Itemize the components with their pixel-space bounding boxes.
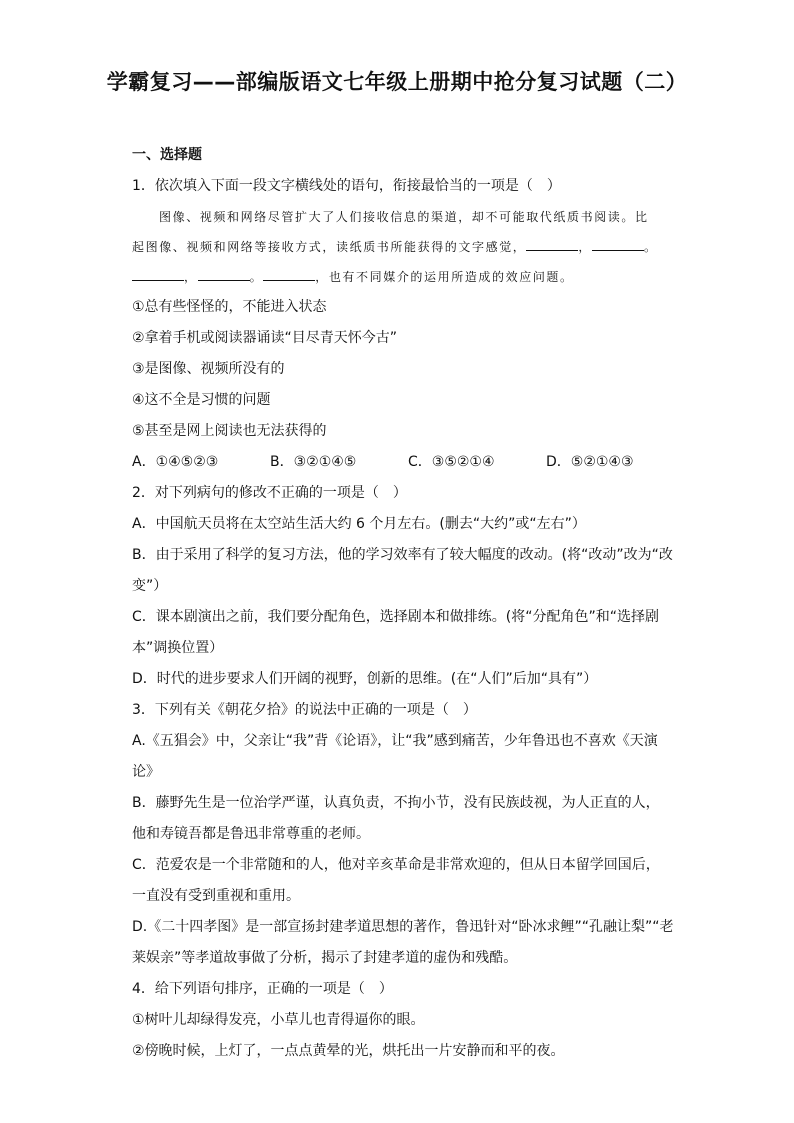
q3-option-c-line1[interactable]: C．范爱农是一个非常随和的人，他对辛亥革命是非常欢迎的，但从日本留学回国后， [132, 857, 660, 873]
passage-sep: 。 [644, 240, 658, 254]
q1-item: ⑤甚至是网上阅读也无法获得的 [132, 423, 327, 439]
passage-sep: ， [578, 240, 593, 254]
q1-option-d[interactable]: D．⑤②①④③ [546, 454, 634, 470]
exam-content [132, 145, 674, 1067]
question-4-stem: 4．给下列语句排序，正确的一项是（ ） [132, 981, 393, 997]
question-2-stem: 2．对下列病句的修改不正确的一项是（ ） [132, 485, 407, 501]
q3-option-a-line1[interactable]: A.《五猖会》中，父亲让“我”背《论语》，让“我”感到痛苦，少年鲁迅也不喜欢《天演 [132, 733, 658, 749]
q2-option-a[interactable]: A．中国航天员将在太空站生活大约 6 个月左右。(删去“大约”或“左右”） [132, 516, 586, 532]
passage-sep: ， [184, 270, 198, 284]
q2-option-c-line2: 本”调换位置） [132, 640, 224, 656]
q2-option-b-line2: 变”） [132, 578, 168, 594]
answer-blank[interactable] [132, 268, 184, 281]
answer-blank[interactable] [592, 238, 644, 251]
q3-option-b-line2: 他和寿镜吾都是鲁迅非常尊重的老师。 [132, 826, 370, 842]
q3-option-c-line2: 一直没有受到重视和重用。 [132, 888, 300, 904]
passage-text: 图像、视频和网络尽管扩大了人们接收信息的渠道，却不可能取代纸质书阅读。比起图像、视频和网络等接收方式，读纸质书所能获得的文字感觉， [132, 210, 649, 254]
q4-item: ②傍晚时候，上灯了，一点点黄晕的光，烘托出一片安静而和平的夜。 [132, 1043, 565, 1059]
q3-option-d-line1[interactable]: D.《二十四孝图》是一部宣扬封建孝道思想的著作，鲁迅针对“卧冰求鲤”“孔融让梨”“老 [132, 919, 674, 935]
q1-options [132, 447, 662, 478]
q2-option-c-line1[interactable]: C．课本剧演出之前，我们要分配角色，选择剧本和做排练。(将“分配角色”和“选择剧 [132, 609, 659, 625]
q2-option-b-line1[interactable]: B．由于采用了科学的复习方法，他的学习效率有了较大幅度的改动。(将“改动”改为“改 [132, 547, 673, 563]
q1-item: ③是图像、视频所没有的 [132, 361, 285, 377]
passage-end: ，也有不同媒介的运用所造成的效应问题。 [315, 270, 574, 284]
q1-item: ①总有些怪怪的，不能进入状态 [132, 299, 327, 315]
q1-option-b[interactable]: B．③②①④⑤ [270, 454, 357, 470]
passage-sep: 。 [249, 270, 264, 284]
answer-blank[interactable] [526, 238, 578, 251]
q3-option-a-line2: 论》 [132, 764, 160, 780]
q1-item: ②拿着手机或阅读器诵读“目尽青天怀今古” [132, 330, 398, 346]
q1-option-c[interactable]: C．③⑤②①④ [408, 454, 495, 470]
answer-blank[interactable] [198, 268, 250, 281]
q3-option-b-line1[interactable]: B．藤野先生是一位治学严谨，认真负责，不拘小节，没有民族歧视，为人正直的人， [132, 795, 660, 811]
q4-item: ①树叶儿却绿得发亮，小草儿也青得逼你的眼。 [132, 1012, 425, 1028]
q2-option-d[interactable]: D．时代的进步要求人们开阔的视野，创新的思维。(在“人们”后加“具有”） [132, 671, 598, 687]
answer-blank[interactable] [263, 268, 315, 281]
question-3-stem: 3．下列有关《朝花夕拾》的说法中正确的一项是（ ） [132, 702, 477, 718]
section-title: 一、选择题 [132, 147, 202, 163]
q1-option-a[interactable]: A．①④⑤②③ [132, 454, 219, 470]
question-1-stem: 1．依次填入下面一段文字横线处的语句，衔接最恰当的一项是（ ） [132, 178, 561, 194]
q1-item: ④这不全是习惯的问题 [132, 392, 271, 408]
question-1-passage [132, 202, 662, 292]
q3-option-d-line2: 莱娱亲”等孝道故事做了分析，揭示了封建孝道的虚伪和残酷。 [132, 950, 518, 966]
page-title: 学霸复习——部编版语文七年级上册期中抢分复习试题（二） [106, 70, 688, 94]
